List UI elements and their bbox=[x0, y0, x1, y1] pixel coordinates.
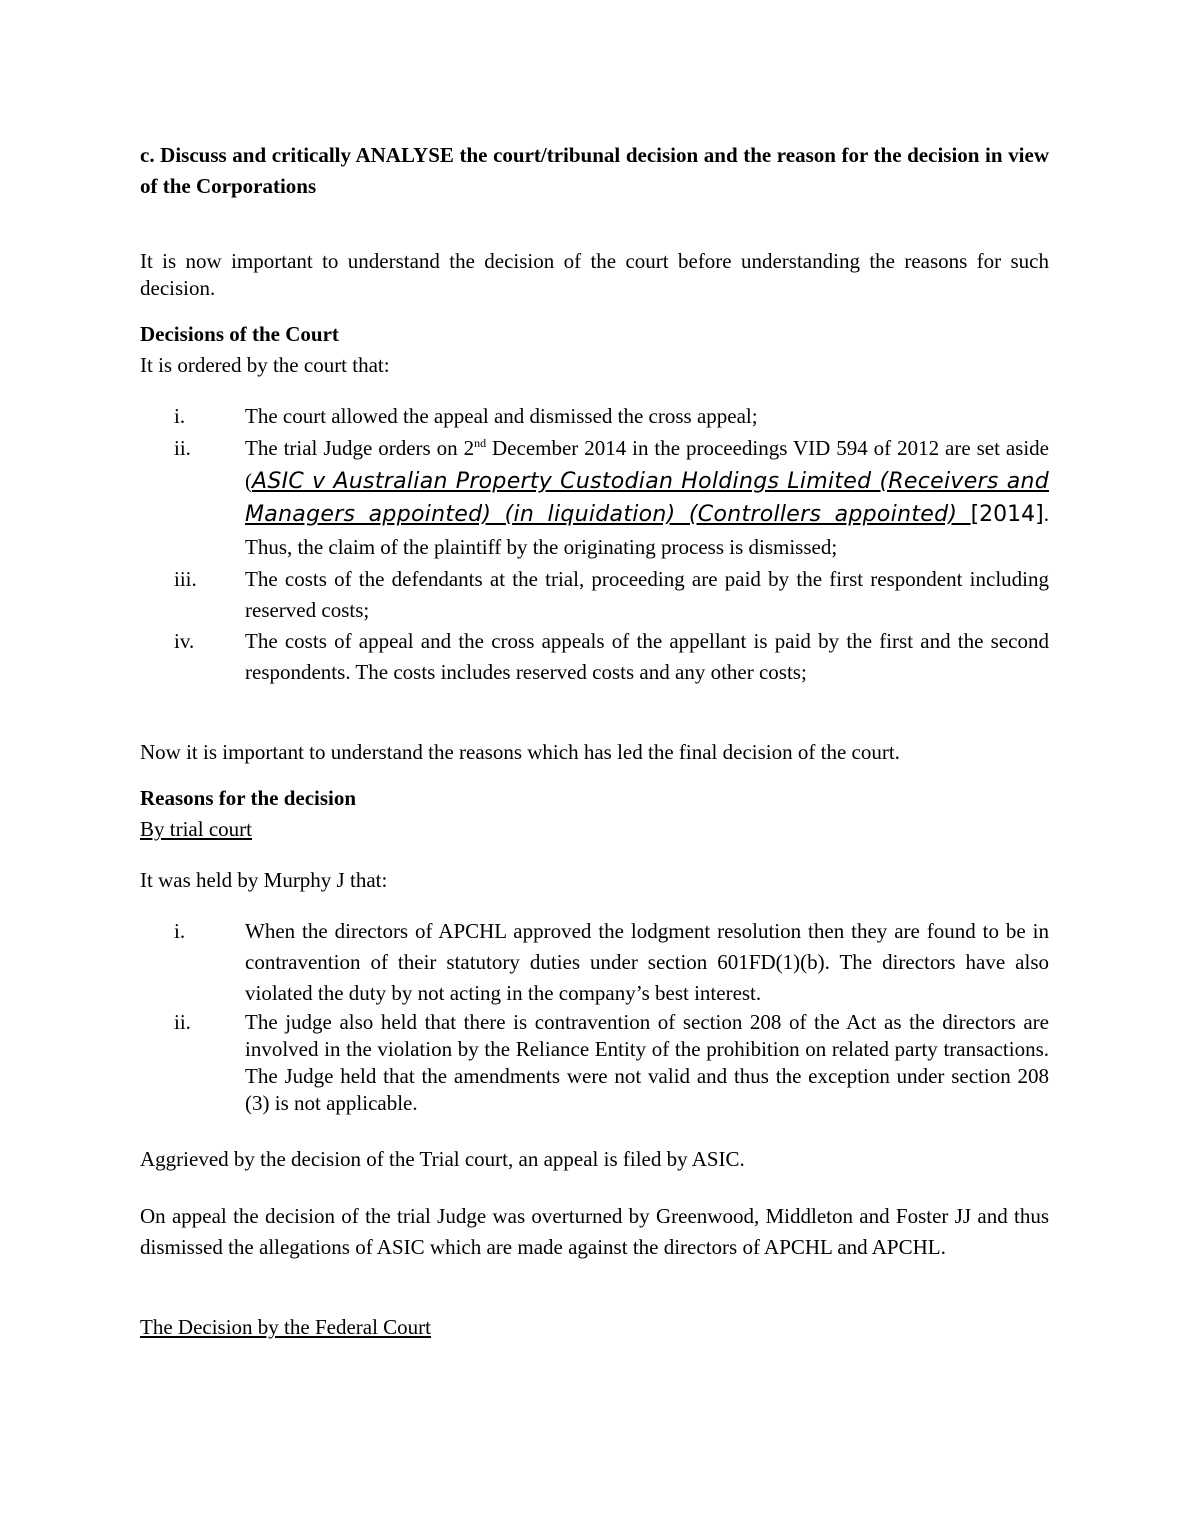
decisions-lead: It is ordered by the court that: bbox=[140, 353, 390, 377]
decision-text-pre: The trial Judge orders on 2 bbox=[245, 436, 475, 460]
reason-item-2 bbox=[140, 1009, 1049, 1117]
list-number: i. bbox=[174, 404, 186, 428]
aggrieved-paragraph: Aggrieved by the decision of the Trial court, an appeal is filed by ASIC. bbox=[140, 1147, 745, 1171]
decision-text-tail: . Thus, the claim of the plaintiff by the originating process is dismissed; bbox=[245, 502, 1049, 559]
decision-text: The costs of appeal and the cross appeals of the appellant is paid by the first and the second respondents. The costs includes reserved costs and any other costs; bbox=[245, 629, 1049, 684]
decisions-list bbox=[140, 401, 1049, 688]
decision-text: The costs of the defendants at the trial, proceeding are paid by the first respondent including reserved costs; bbox=[245, 567, 1049, 622]
reason-item-1 bbox=[140, 916, 1049, 1009]
list-number: iv. bbox=[174, 629, 195, 653]
citation-year: [2014] bbox=[970, 502, 1044, 527]
document-page bbox=[140, 0, 1049, 1540]
reason-text: The judge also held that there is contravention of section 208 of the Act as the directors are involved in the violation by the Reliance Entity of the prohibition on related party transactions. The Judge held that the amendments were not valid and thus the exception under section 208 (3) is not applicable. bbox=[245, 1010, 1049, 1115]
decisions-heading: Decisions of the Court bbox=[140, 322, 339, 346]
reasons-list bbox=[140, 916, 1049, 1117]
decision-text: The court allowed the appeal and dismissed the cross appeal; bbox=[245, 404, 758, 428]
decision-item-4 bbox=[140, 626, 1049, 688]
section-heading: c. Discuss and critically ANALYSE the court/tribunal decision and the reason for the decision in view of the Corporations bbox=[140, 143, 1049, 198]
ordinal-suffix: nd bbox=[474, 436, 487, 450]
federal-court-heading: The Decision by the Federal Court bbox=[140, 1315, 432, 1339]
decision-item-1 bbox=[140, 401, 1049, 432]
case-citation: ASIC v Australian Property Custodian Holdings Limited (Receivers and Managers appointed) (in liquidation) (Controllers appointed) bbox=[245, 469, 1049, 527]
list-number: ii. bbox=[174, 436, 191, 460]
reason-text: When the directors of APCHL approved the lodgment resolution then they are found to be in contravention of their statutory duties under section 601FD(1)(b). The directors have also violated the duty by not acting in the company’s best interest. bbox=[245, 919, 1049, 1005]
decision-item-2 bbox=[140, 432, 1049, 564]
decision-text-post: December 2014 in the proceedings VID 594 of 2012 are set aside ( bbox=[245, 436, 1049, 493]
decision-item-3 bbox=[140, 564, 1049, 626]
list-number: ii. bbox=[174, 1010, 191, 1034]
appeal-paragraph: On appeal the decision of the trial Judge was overturned by Greenwood, Middleton and Foster JJ and thus dismissed the allegations of ASIC which are made against the directors of APCHL and APCHL. bbox=[140, 1204, 1049, 1259]
transition-paragraph: Now it is important to understand the reasons which has led the final decision of the court. bbox=[140, 740, 900, 764]
reasons-lead: It was held by Murphy J that: bbox=[140, 868, 388, 892]
list-number: i. bbox=[174, 919, 186, 943]
trial-court-subheading: By trial court bbox=[140, 817, 252, 841]
reasons-heading: Reasons for the decision bbox=[140, 786, 357, 810]
intro-paragraph: It is now important to understand the decision of the court before understanding the reasons for such decision. bbox=[140, 249, 1049, 300]
list-number: iii. bbox=[174, 567, 197, 591]
